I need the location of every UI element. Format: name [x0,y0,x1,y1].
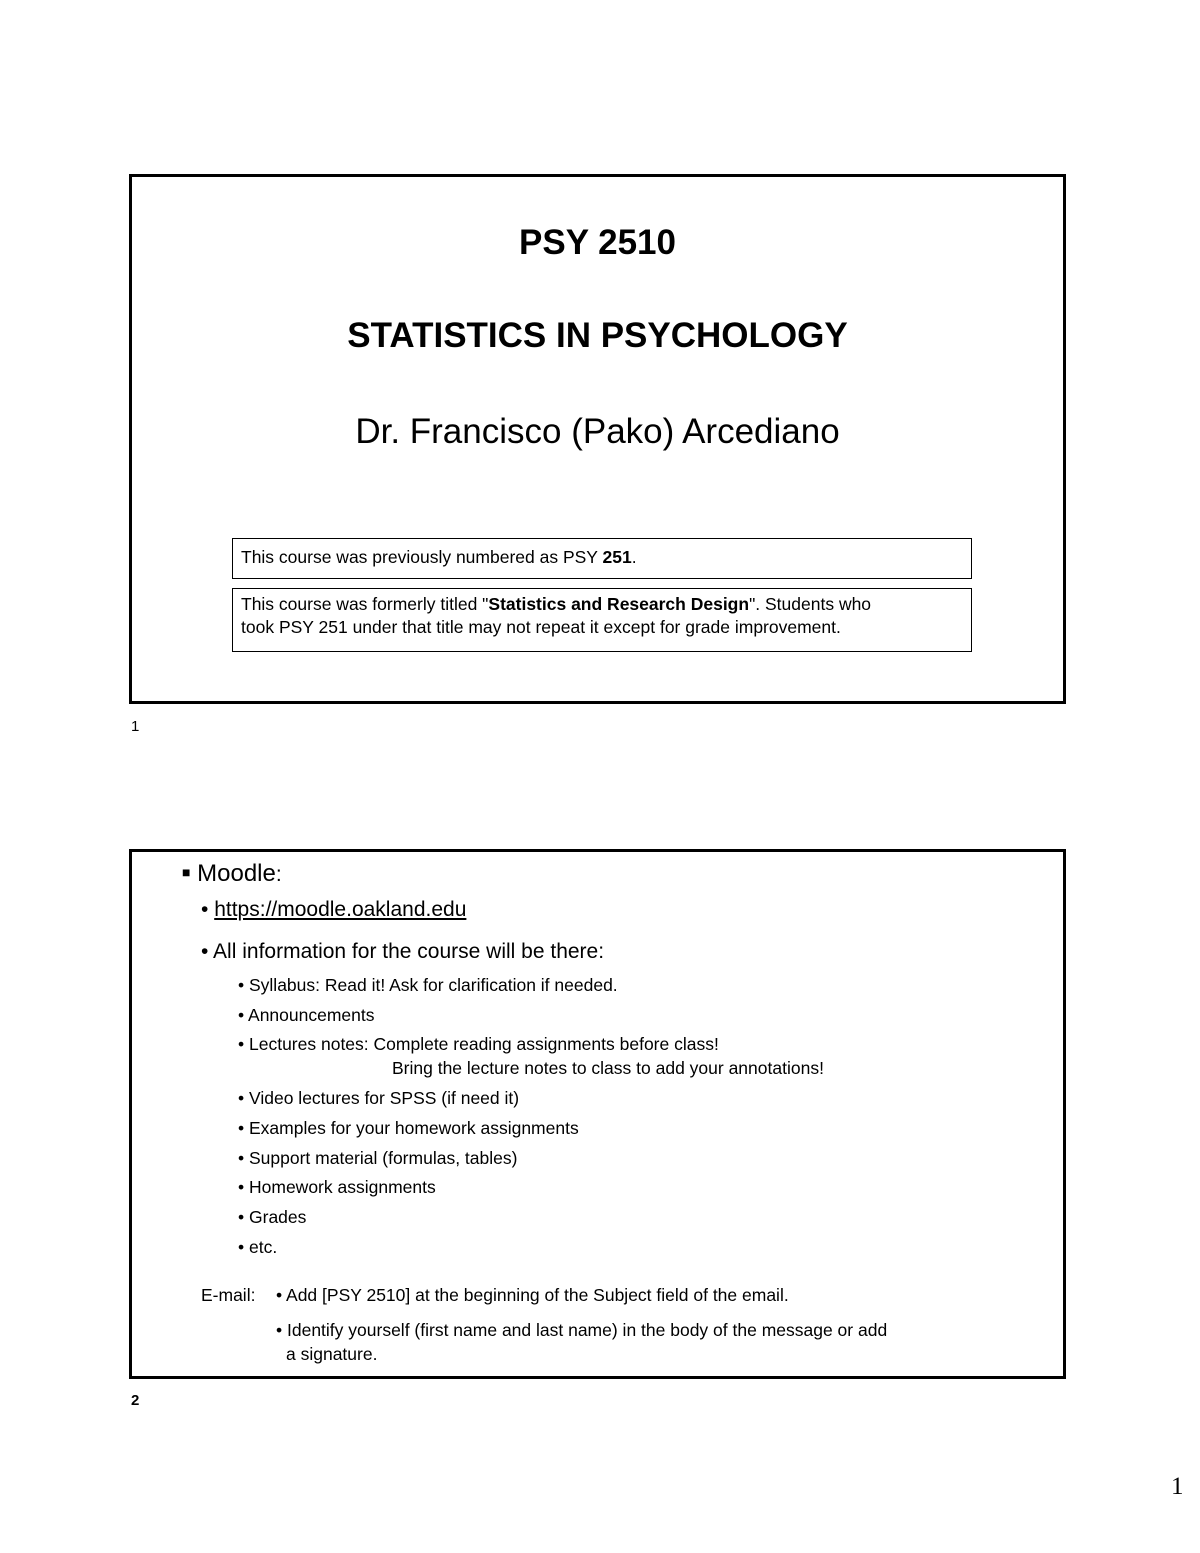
note2-line2: took PSY 251 under that title may not repeat it except for grade improvement. [241,617,841,637]
list-item-text: Announcements [248,1005,375,1025]
previous-number-note [232,538,972,579]
list-item-text: Grades [249,1207,307,1227]
info-item [201,940,604,964]
note2-bold: Statistics and Research Design [488,594,750,614]
page-number: 1 [1171,1473,1184,1500]
info-text: All information for the course will be there: [213,940,605,963]
note1-suffix: . [631,547,637,567]
email-item-text: Identify yourself (first name and last name) in the body of the message or add [287,1320,888,1340]
slide-2 [129,849,1066,1379]
list-item-text: Homework assignments [249,1177,436,1197]
moodle-link[interactable]: https://moodle.oakland.edu [214,898,467,921]
moodle-heading-text: Moodle [197,860,276,887]
list-item: • Examples for your homework assignments [238,1118,579,1138]
email-item: • Identify yourself (first name and last name) in the body of the message or add [276,1320,888,1340]
list-item: • etc. [238,1237,278,1257]
list-item-text: Support material (formulas, tables) [249,1148,518,1168]
bullet-icon: • [201,898,209,921]
list-item: • Homework assignments [238,1177,436,1197]
note1-bold: 251 [602,547,632,567]
list-item: • Support material (formulas, tables) [238,1148,518,1168]
moodle-link-item [201,898,466,922]
list-item-text: Examples for your homework assignments [249,1118,579,1138]
former-title-note [232,588,972,652]
email-label: E-mail: [201,1285,256,1305]
list-item-text: etc. [249,1237,278,1257]
email-item: • Add [PSY 2510] at the beginning of the Subject field of the email. [276,1285,789,1305]
list-item: • Lectures notes: Complete reading assignments before class! [238,1034,719,1054]
list-item-text: Video lectures for SPSS (if need it) [249,1088,520,1108]
instructor-name: Dr. Francisco (Pako) Arcediano [355,412,840,451]
course-code: PSY 2510 [519,223,676,262]
list-item: • Grades [238,1207,307,1227]
moodle-heading [182,860,282,888]
lecture-continuation: Bring the lecture notes to class to add your annotations! [392,1058,824,1078]
moodle-heading-colon: : [275,863,282,886]
list-item: • Announcements [238,1005,375,1025]
list-item: • Syllabus: Read it! Ask for clarification if needed. [238,975,618,995]
list-item-text: Lectures notes: Complete reading assignments before class! [249,1034,719,1054]
slide-1-number: 1 [131,718,140,735]
note2-suffix: ". Students who [749,594,872,614]
note1-text: This course was previously numbered as PSY [241,547,603,567]
bullet-icon: • [201,940,209,963]
course-title: STATISTICS IN PSYCHOLOGY [347,316,848,355]
list-item: • Video lectures for SPSS (if need it) [238,1088,520,1108]
note2-prefix: This course was formerly titled " [241,594,489,614]
slide-1 [129,174,1066,704]
square-bullet-icon: ■ [182,864,191,880]
email-item-text: Add [PSY 2510] at the beginning of the Subject field of the email. [286,1285,789,1305]
slide-2-number: 2 [131,1392,140,1409]
email-continuation: a signature. [286,1344,378,1364]
list-item-text: Syllabus: Read it! Ask for clarification if needed. [249,975,618,995]
